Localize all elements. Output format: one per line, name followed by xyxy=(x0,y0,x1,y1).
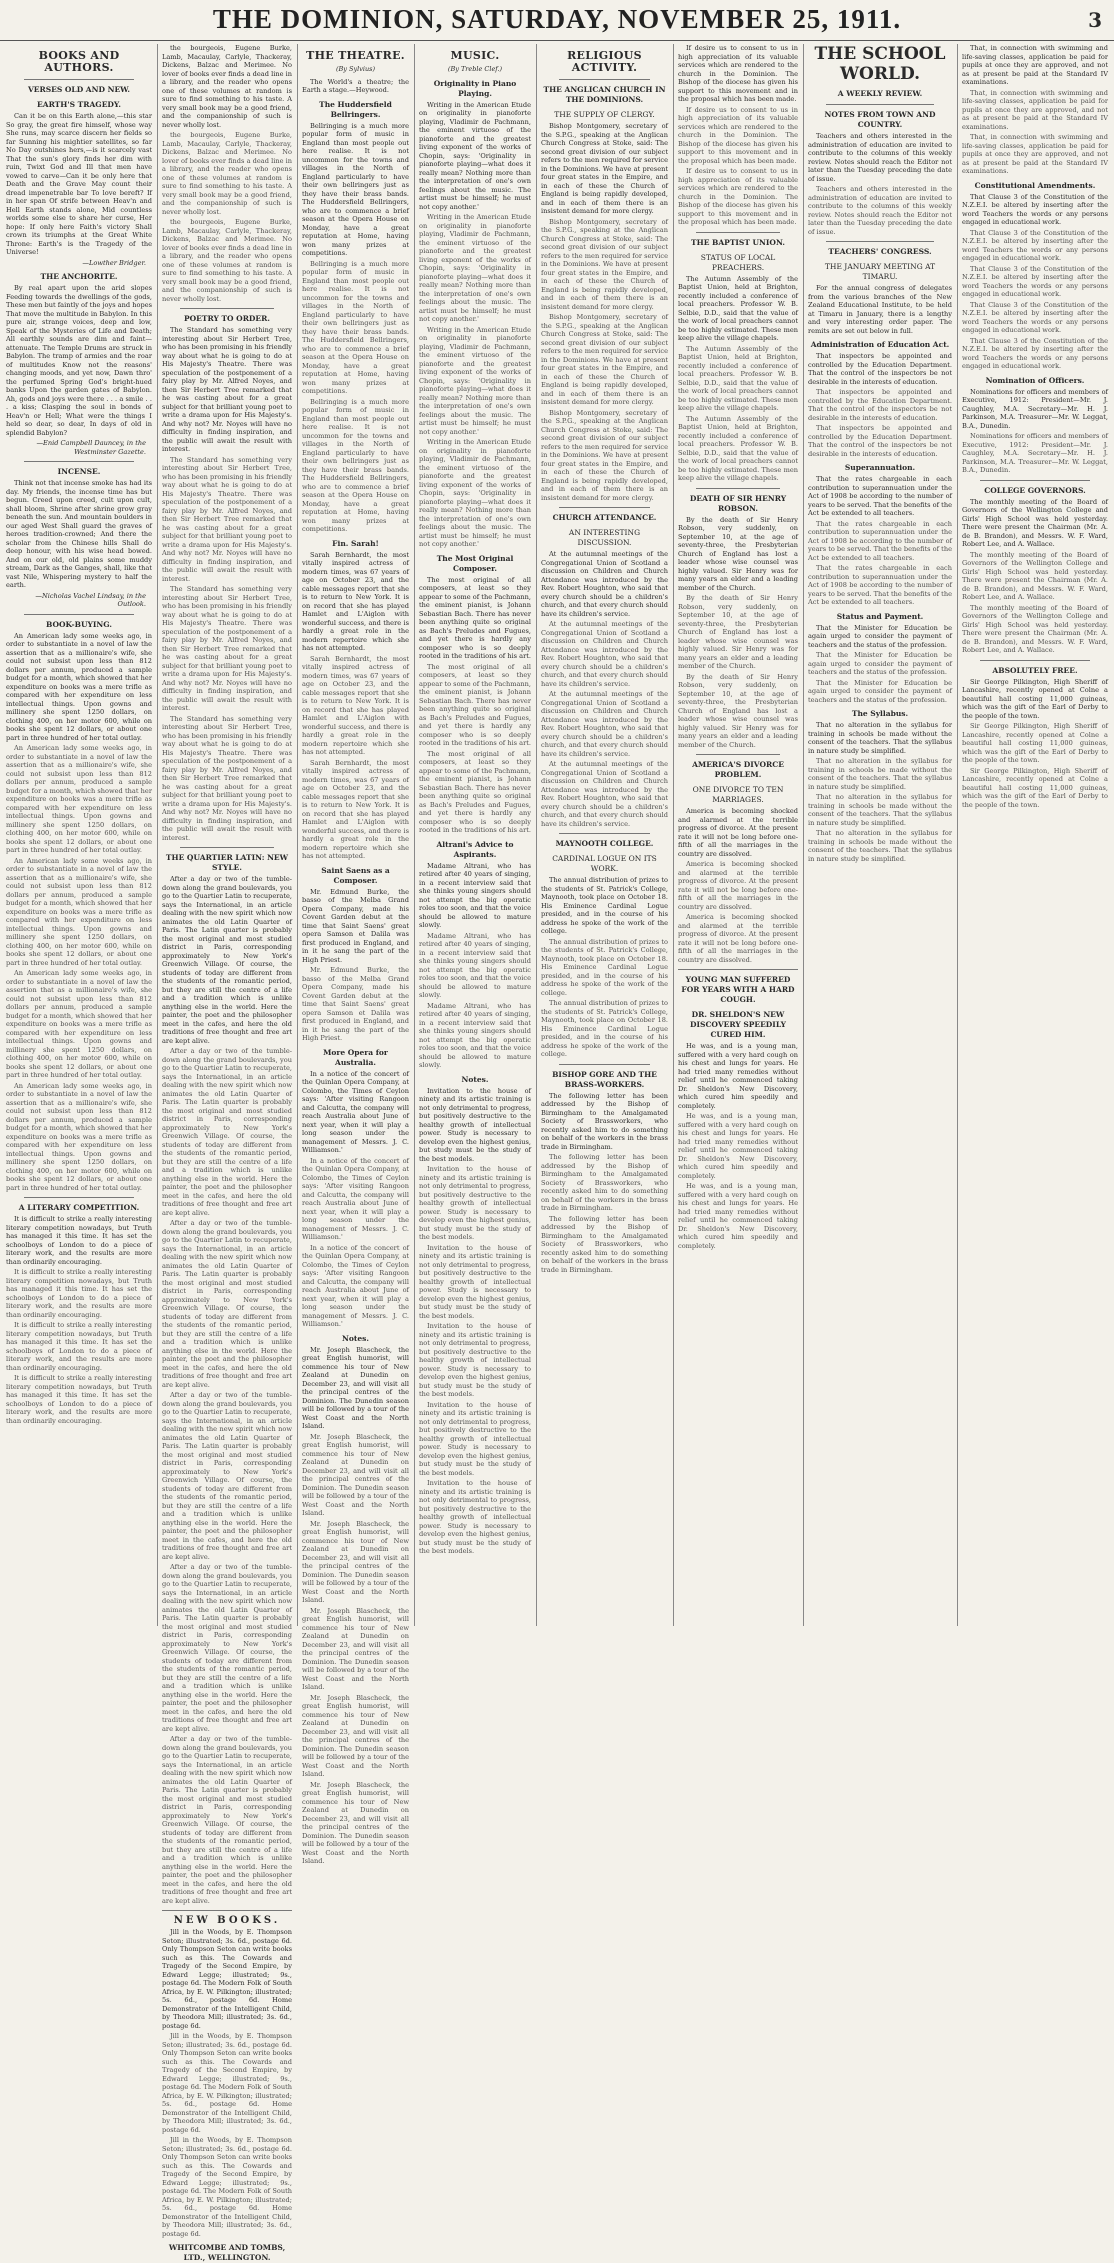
article-text: That Clause 3 of the Constitution of the N.Z.E.I. be altered by inserting after the word Teachers the words or any persons engaged in educational work. xyxy=(962,192,1108,226)
article-text: Bellringing is a much more popular form of music in England than most people out here realise. It is not uncommon for the towns and villages in the North of England particularly to have their own bellringers just as they have their brass bands. The Huddersfield Bellringers, who are to commence a brief season at the Opera House on Monday, have a great reputation at Home, having won many prizes at competitions. xyxy=(302,259,409,395)
subsection-title: Status and Payment. xyxy=(836,611,924,621)
article-text: The annual distribution of prizes to the students of St. Patrick's College, Maynooth, took place on October 18. His Eminence Cardinal Logue presided, and in the course of his address he spoke of the work of the college. xyxy=(541,937,668,997)
article-text: Bishop Montgomery, secretary of the S.P.G., speaking at the Anglican Church Congress at Stoke, said: The second great division of our subject refers to the men required for service in the Dominions. We have at present four great states in the Empire, and in each of these the Church of England is being rapidly developed, and in each of them there is an insistent demand for more clergy. xyxy=(541,313,668,406)
section-title: BOOKS AND AUTHORS. xyxy=(38,49,120,74)
article-text: After a day or two of the tumble-down along the grand boulevards, you go to the Quartier Latin to recuperate, says the International, in an article dealing with the new spirit which now animates the old Latin Quarter of Paris. The Latin quarter is probably the most original and most studied district in Paris, corresponding approximately to New York's Greenwich Village. Of course, the students of today are different from the students of the romantic period, but they are still the centre of a life and a tradition which is unlike anything else in the world. Here the painter, the poet and the philosopher meet in the cafes, and here the old traditions of free thought and free art are kept alive. xyxy=(162,1563,292,1733)
poem-author: —Lowther Bridger. xyxy=(82,258,146,267)
article-text: In a notice of the concert of the Quinlan Opera Company, at Colombo, the Times of Ceylon says: 'After visiting Rangoon and Calcutta, the company will reach Australia about June of next year, when it will play a long season under the management of Messrs. J. C. Williamson.' xyxy=(302,1243,409,1328)
subsection-title: Altrani's Advice to Aspirants. xyxy=(436,839,514,859)
article-text: By the death of Sir Henry Robson, very suddenly, on September 10, at the age of seventy-three, the Presbyterian Church of England has lost a leader whose wise counsel was highly valued. Sir Henry was for many years an elder and a leading member of the Church. xyxy=(678,672,798,749)
byline: (By Treble Clef.) xyxy=(447,65,503,73)
newspaper-title: THE DOMINION, SATURDAY, NOVEMBER 25, 1911. xyxy=(212,4,902,34)
subsection-title: The Syllabus. xyxy=(851,709,909,718)
column-rule xyxy=(297,44,298,1626)
article-text: In a notice of the concert of the Quinlan Opera Company, at Colombo, the Times of Ceylon says: 'After visiting Rangoon and Calcutta, the company will reach Australia about June of next year, when it will play a long season under the management of Messrs. J. C. Williamson.' xyxy=(302,1156,409,1241)
subsection-title: Saint Saens as a Composer. xyxy=(321,865,390,885)
article-text: After a day or two of the tumble-down along the grand boulevards, you go to the Quartier Latin to recuperate, says the International, in an article dealing with the new spirit which now animates the old Latin Quarter of Paris. The Latin quarter is probably the most original and most studied district in Paris, corresponding approximately to New York's Greenwich Village. Of course, the students of today are different from the students of the romantic period, but they are still the centre of a life and a tradition which is unlike anything else in the world. Here the painter, the poet and the philosopher meet in the cafes, and here the old traditions of free thought and free art are kept alive. xyxy=(162,1219,292,1389)
section-title: MUSIC. xyxy=(450,49,500,62)
article-text: Invitation to the house of ninety and its artistic training is not only detrimental to progress, but positively destructive to the healthy growth of intellectual power. Study is necessary to develop even the highest genius, but study must be the study of the best models. xyxy=(419,1086,531,1163)
article-text: The Standard has something very interesting about Sir Herbert Tree, who has been promising in his friendly way about what he is going to do at His Majesty's Theatre. There was speculation of the postponement of a fairy play by Mr. Alfred Noyes, and then Sir Herbert Tree remarked that he was casting about for a great subject for that brilliant young poet to write a drama upon for His Majesty's. And why not? Mr. Noyes will have no difficulty in finding inspiration, and the public will await the result with interest. xyxy=(162,455,292,583)
advert-title: YOUNG MAN SUFFERED FOR YEARS WITH A HARD COUGH. xyxy=(681,975,795,1004)
subsection-title: MAYNOOTH COLLEGE. xyxy=(555,839,654,848)
advert-text: He was, and is a young man, suffered with a very hard cough on his chest and lungs for years. He had tried many remedies without relief until he commenced taking Dr. Sheldon's New Discovery, which cured him speedily and completely. xyxy=(678,1042,798,1110)
article-text: For the annual congress of delegates from the various branches of the New Zealand Educational Institute, to be held at Timaru in January, there is a lengthy and very interesting order paper. The remits are set out below in full. xyxy=(808,284,952,335)
article-text: At the autumnal meetings of the Congregational Union of Scotland a discussion on Children and Church Attendance was introduced by the Rev. Robert Houghton, who said that every church should be a children's church, and that every church should have its children's service. xyxy=(541,620,668,688)
subsection-subtitle: CARDINAL LOGUE ON ITS WORK. xyxy=(552,854,657,873)
article-text: The most original of all composers, at least so they appear to some of the Pachmann, the eminent pianist, is Johann Sebastian Bach. There has never been anything quite so original as Bach's Preludes and Fugues, and yet there is hardly any composer who is so deeply rooted in the traditions of his art. xyxy=(419,575,531,660)
article-text: America is becoming shocked and alarmed at the terrible progress of divorce. At the present rate it will not be long before one-fifth of all the marriages in the country are dissolved. xyxy=(678,860,798,911)
article-text: It is difficult to strike a really interesting literary competition nowadays, but Truth has managed it this time. It has set the schoolboys of London to do a piece of literary work, and the results are more than ordinarily encouraging. xyxy=(6,1321,152,1372)
subsection-title: BISHOP GORE AND THE BRASS-WORKERS. xyxy=(552,1069,657,1089)
column-rule xyxy=(536,44,537,1626)
article-text: An American lady some weeks ago, in order to substantiate in a novel of law the assertion that as a millionaire's wife, she could not subsist upon less than 812 dollars per annum, produced a sample budget for a month, which showed that her expenditure on books was a mere trifle as compared with her expenditure on less intellectual things. Upon gowns and millinery she spent 1250 dollars, on clothing 400, on her motor 600, while on books she spent 12 dollars, or about one part in three hundred of her total outlay. xyxy=(6,631,152,742)
subsection-title: Administration of Education Act. xyxy=(810,340,950,349)
subsection-title: AMERICA'S DIVORCE PROBLEM. xyxy=(692,760,784,779)
subsection-title: Constitutional Amendments. xyxy=(974,180,1096,190)
article-text: The monthly meeting of the Board of Governors of the Wellington College and Girls' High School was held yesterday. There were present the Chairman (Mr. A. de B. Brandon), and Messrs. W. F. Ward, Robert Lee, and A. Wallace. xyxy=(962,603,1108,654)
poem-author: —Nicholas Vachel Lindsay, in the Outlook. xyxy=(35,591,146,608)
advert-text: Jill in the Woods, by E. Thompson Seton; illustrated; 3s. 6d., postage 6d. Only Thompson Seton can write books such as this. The Cowards and Tragedy of the Second Empire, by Edward Legge; illustrated; 9s., postage 6d. The Modern Folk of South Africa, by E. W. Pilkington; illustrated; 5s. 6d., postage 6d. Home Demonstrator of the Intelligent Child, by Theodora Mill; illustrated; 3s. 6d., postage 6d. xyxy=(162,2032,292,2134)
article-text: Teachers and others interested in the administration of education are invited to contribute to the columns of this weekly review. Notes should reach the Editor not later than the Tuesday preceding the date of issue. xyxy=(808,185,952,236)
subsection-subtitle: ONE DIVORCE TO TEN MARRIAGES. xyxy=(692,785,784,804)
article-text: Bishop Montgomery, secretary of the S.P.G., speaking at the Anglican Church Congress at Stoke, said: The second great division of our subject refers to the men required for service in the Dominions. We have at present four great states in the Empire, and in each of these the Church of England is being rapidly developed, and in each of them there is an insistent demand for more clergy. xyxy=(541,122,668,215)
article-text: At the autumnal meetings of the Congregational Union of Scotland a discussion on Children and Church Attendance was introduced by the Rev. Robert Houghton, who said that every church should be a children's church, and that every church should have its children's service. xyxy=(541,760,668,828)
article-text: The Autumn Assembly of the Baptist Union, held at Brighton, recently included a conference of local preachers. Professor W. B. Selbie, D.D., said that the value of the work of local preachers cannot be too highly estimated. These men keep alive the village chapels. xyxy=(678,414,798,482)
masthead xyxy=(0,0,1114,41)
article-text: Nominations for officers and members of Executive, 1912: President—Mr. J. Caughley, M.A. Secretary—Mr. H. J. Parkinson, M.A. Treasurer—Mr. W. Leggat, B.A., Dunedin. xyxy=(962,387,1108,430)
column-religious-continued xyxy=(678,44,798,1626)
article-text: That no alteration in the syllabus for training in schools be made without the consent of the teachers. That the syllabus in nature study be simplified. xyxy=(808,757,952,791)
article-text: Sarah Bernhardt, the most vitally inspired actress of modern times, was 67 years of age on October 23, and the cable messages report that she is to return to New York. It is on record that she has played Hamlet and L'Aiglon with wonderful success, and there is hardly a great role in the modern repertoire which she has not attempted. xyxy=(302,654,409,756)
article-text: Mr. Joseph Blascheck, the great English humorist, will commence his tour of New Zealand at Dunedin on December 23, and will visit all the principal centres of the Dominion. The Dunedin season will be followed by a tour of the West Coast and the North Island. xyxy=(302,1345,409,1430)
column-school-continued xyxy=(962,44,1108,1626)
article-text: After a day or two of the tumble-down along the grand boulevards, you go to the Quartier Latin to recuperate, says the International, in an article dealing with the new spirit which now animates the old Latin Quarter of Paris. The Latin quarter is probably the most original and most studied district in Paris, corresponding approximately to New York's Greenwich Village. Of course, the students of today are different from the students of the romantic period, but they are still the centre of a life and a tradition which is unlike anything else in the world. Here the painter, the poet and the philosopher meet in the cafes, and here the old traditions of free thought and free art are kept alive. xyxy=(162,1047,292,1217)
subsection-title: A LITERARY COMPETITION. xyxy=(18,1203,140,1212)
article-text: The Standard has something very interesting about Sir Herbert Tree, who has been promising in his friendly way about what he is going to do at His Majesty's Theatre. There was speculation of the postponement of a fairy play by Mr. Alfred Noyes, and then Sir Herbert Tree remarked that he was casting about for a great subject for that brilliant young poet to write a drama upon for His Majesty's. And why not? Mr. Noyes will have no difficulty in finding inspiration, and the public will await the result with interest. xyxy=(162,585,292,712)
column-religious xyxy=(541,44,668,1626)
article-text: Bishop Montgomery, secretary of the S.P.G., speaking at the Anglican Church Congress at Stoke, said: The second great division of our subject refers to the men required for service in the Dominions. We have at present four great states in the Empire, and in each of these the Church of England is being rapidly developed, and in each of them there is an insistent demand for more clergy. xyxy=(541,408,668,502)
article-text: Bellringing is a much more popular form of music in England than most people out here realise. It is not uncommon for the towns and villages in the North of England particularly to have their own bellringers just as they have their brass bands. The Huddersfield Bellringers, who are to commence a brief season at the Opera House on Monday, have a great reputation at Home, having won many prizes at competitions. xyxy=(302,397,409,533)
subsection-title: CHURCH ATTENDANCE. xyxy=(552,513,657,522)
subsection-subtitle: STATUS OF LOCAL PREACHERS. xyxy=(700,252,776,272)
article-text: Sir George Pilkington, High Sheriff of Lancashire, recently opened at Colne a beautiful hall costing 11,000 guineas, which was the gift of the Earl of Derby to the people of the town. xyxy=(962,677,1108,720)
column-rule xyxy=(414,44,415,1626)
article-text: At the autumnal meetings of the Congregational Union of Scotland a discussion on Children and Church Attendance was introduced by the Rev. Robert Houghton, who said that every church should be a children's church, and that every church should have its children's service. xyxy=(541,690,668,758)
article-text: It is difficult to strike a really interesting literary competition nowadays, but Truth has managed it this time. It has set the schoolboys of London to do a piece of literary work, and the results are more than ordinarily encouraging. xyxy=(6,1374,152,1425)
column-school-world xyxy=(808,44,952,1626)
article-text: Invitation to the house of ninety and its artistic training is not only detrimental to progress, but positively destructive to the healthy growth of intellectual power. Study is necessary to develop even the highest genius, but study must be the study of the best models. xyxy=(419,1400,531,1477)
article-text: Bellringing is a much more popular form of music in England than most people out here realise. It is not uncommon for the towns and villages in the North of England particularly to have their own bellringers just as they have their brass bands. The Huddersfield Bellringers, who are to commence a brief season at the Opera House on Monday, have a great reputation at Home, having won many prizes at competitions. xyxy=(302,121,409,257)
column-books-continued xyxy=(162,44,292,2262)
article-text: It is difficult to strike a really interesting literary competition nowadays, but Truth has managed it this time. It has set the schoolboys of London to do a piece of literary work, and the results are more than ordinarily encouraging. xyxy=(6,1215,152,1266)
subsection-subtitle: AN INTERESTING DISCUSSION. xyxy=(568,528,641,547)
article-text: That, in connection with swimming and life-saving classes, application be paid for pupils at once they are approved, and not as at present be paid at the Standard IV examinations. xyxy=(962,133,1108,175)
column-theatre xyxy=(302,44,409,1865)
article-text: After a day or two of the tumble-down along the grand boulevards, you go to the Quartier Latin to recuperate, says the International, in an article dealing with the new spirit which now animates the old Latin Quarter of Paris. The Latin quarter is probably the most original and most studied district in Paris, corresponding approximately to New York's Greenwich Village. Of course, the students of today are different from the students of the romantic period, but they are still the centre of a life and a tradition which is unlike anything else in the world. Here the painter, the poet and the philosopher meet in the cafes, and here the old traditions of free thought and free art are kept alive. xyxy=(162,1735,292,1905)
column-rule xyxy=(673,44,674,1626)
poem-title: EARTH'S TRAGEDY. xyxy=(37,100,121,109)
article-text: That Clause 3 of the Constitution of the N.Z.E.I. be altered by inserting after the word Teachers the words or any persons engaged in educational work. xyxy=(962,300,1108,334)
article-text: If desire us to consent to us in high appreciation of its valuable services which are rendered to the church in the Dominion. The Bishop of the diocese has given his support to this movement and in the proposal which has been made. xyxy=(678,167,798,226)
article-text: That no alteration in the syllabus for training in schools be made without the consent of the teachers. That the syllabus in nature study be simplified. xyxy=(808,793,952,827)
article-text: Sir George Pilkington, High Sheriff of Lancashire, recently opened at Colne a beautiful hall costing 11,000 guineas, which was the gift of the Earl of Derby to the people of the town. xyxy=(962,766,1108,809)
subsection-subtitle: THE SUPPLY OF CLERGY. xyxy=(554,110,655,119)
article-text: By the death of Sir Henry Robson, very suddenly, on September 10, at the age of seventy-three, the Presbyterian Church of England has lost a leader whose wise counsel was highly valued. Sir Henry was for many years an elder and a leading member of the Church. xyxy=(678,515,798,592)
subsection-title: THE BAPTIST UNION. xyxy=(691,237,785,247)
article-text: The Standard has something very interesting about Sir Herbert Tree, who has been promising in his friendly way about what he is going to do at His Majesty's Theatre. There was speculation of the postponement of a fairy play by Mr. Alfred Noyes, and then Sir Herbert Tree remarked that he was casting about for a great subject for that brilliant young poet to write a drama upon for His Majesty's. And why not? Mr. Noyes will have no difficulty in finding inspiration, and the public will await the result with interest. xyxy=(162,326,292,453)
article-text: The Standard has something very interesting about Sir Herbert Tree, who has been promising in his friendly way about what he is going to do at His Majesty's Theatre. There was speculation of the postponement of a fairy play by Mr. Alfred Noyes, and then Sir Herbert Tree remarked that he was casting about for a great subject for that brilliant young poet to write a drama upon for His Majesty's. And why not? Mr. Noyes will have no difficulty in finding inspiration, and the public will await the result with interest. xyxy=(162,714,292,842)
article-text: Mr. Joseph Blascheck, the great English humorist, will commence his tour of New Zealand at Dunedin on December 23, and will visit all the principal centres of the Dominion. The Dunedin season will be followed by a tour of the West Coast and the North Island. xyxy=(302,1606,409,1691)
article-text: The Autumn Assembly of the Baptist Union, held at Brighton, recently included a conference of local preachers. Professor W. B. Selbie, D.D., said that the value of the work of local preachers cannot be too highly estimated. These men keep alive the village chapels. xyxy=(678,344,798,412)
subsection-title: COLLEGE GOVERNORS. xyxy=(984,485,1086,495)
subsection-title: THE QUARTIER LATIN: NEW STYLE. xyxy=(165,853,289,872)
article-text: That the Minister for Education be again urged to consider the payment of teachers and the status of the profession. xyxy=(808,651,952,676)
column-rule xyxy=(803,44,804,1626)
section-title: RELIGIOUS ACTIVITY. xyxy=(567,49,642,74)
article-text: At the autumnal meetings of the Congregational Union of Scotland a discussion on Children and Church Attendance was introduced by the Rev. Robert Houghton, who said that every church should be a children's church, and that every church should have its children's service. xyxy=(541,550,668,618)
article-text: Sarah Bernhardt, the most vitally inspired actress of modern times, was 67 years of age on October 23, and the cable messages report that she is to return to New York. It is on record that she has played Hamlet and L'Aiglon with wonderful success, and there is hardly a great role in the modern repertoire which she has not attempted. xyxy=(302,758,409,860)
article-text: That inspectors be appointed and controlled by the Education Department. That the control of the inspectors be not desirable in the interests of education. xyxy=(808,424,952,458)
article-text: Mr. Joseph Blascheck, the great English humorist, will commence his tour of New Zealand at Dunedin on December 23, and will visit all the principal centres of the Dominion. The Dunedin season will be followed by a tour of the West Coast and the North Island. xyxy=(302,1780,409,1865)
article-text: the bourgeois, Eugene Burke, Lamb, Macaulay, Carlyle, Thackeray, Dickens, Balzac and Merimee. No lover of books ever finds a dead line in a library, and the reader who opens one of these volumes at random is sure to find something to his taste. A very small book may be a good friend, and the companionship of such is never wholly lost. xyxy=(162,131,292,216)
article-text: Writing in the American Etude on originality in pianoforte playing, Vladimir de Pachmann, the eminent virtuoso of the pianoforte and the greatest living exponent of the works of Chopin, says: 'Originality in pianoforte playing—what does it really mean? Nothing more than the interpretation of one's own feelings about the music. The artist must be himself; he must not copy another.' xyxy=(419,438,531,548)
article-text: Teachers and others interested in the administration of education are invited to contribute to the columns of this weekly review. Notes should reach the Editor not later than the Tuesday preceding the date of issue. xyxy=(808,132,952,183)
subsection-title: POETRY TO ORDER. xyxy=(184,314,270,323)
article-text: America is becoming shocked and alarmed at the terrible progress of divorce. At the present rate it will not be long before one-fifth of all the marriages in the country are dissolved. xyxy=(678,807,798,858)
article-text: Writing in the American Etude on originality in pianoforte playing, Vladimir de Pachmann, the eminent virtuoso of the pianoforte and the greatest living exponent of the works of Chopin, says: 'Originality in pianoforte playing—what does it really mean? Nothing more than the interpretation of one's own feelings about the music. The artist must be himself; he must not copy another.' xyxy=(419,100,531,211)
subsection-title: Nomination of Officers. xyxy=(985,375,1085,385)
article-text: The annual distribution of prizes to the students of St. Patrick's College, Maynooth, took place on October 18. His Eminence Cardinal Logue presided, and in the course of his address he spoke of the work of the college. xyxy=(541,876,668,935)
article-text: Invitation to the house of ninety and its artistic training is not only detrimental to progress, but positively destructive to the healthy growth of intellectual power. Study is necessary to develop even the highest genius, but study must be the study of the best models. xyxy=(419,1322,531,1398)
advert-title: NEW BOOKS. xyxy=(173,1915,281,1926)
article-text: Invitation to the house of ninety and its artistic training is not only detrimental to progress, but positively destructive to the healthy growth of intellectual power. Study is necessary to develop even the highest genius, but study must be the study of the best models. xyxy=(419,1165,531,1241)
subsection-title: BOOK-BUYING. xyxy=(46,619,112,629)
page-number: 3 xyxy=(1088,8,1102,32)
article-text: By the death of Sir Henry Robson, very suddenly, on September 10, at the age of seventy-three, the Presbyterian Church of England has lost a leader whose wise counsel was highly valued. Sir Henry was for many years an elder and a leading member of the Church. xyxy=(678,594,798,670)
subsection-title: Originality in Piano Playing. xyxy=(433,78,517,98)
advert-subtitle: DR. SHELDON'S NEW DISCOVERY SPEEDILY CURED HIM. xyxy=(690,1010,786,1039)
advert-text: Jill in the Woods, by E. Thompson Seton; illustrated; 3s. 6d., postage 6d. Only Thompson Seton can write books such as this. The Cowards and Tragedy of the Second Empire, by Edward Legge; illustrated; 9s., postage 6d. The Modern Folk of South Africa, by E. W. Pilkington; illustrated; 5s. 6d., postage 6d. Home Demonstrator of the Intelligent Child, by Theodora Mill; illustrated; 3s. 6d., postage 6d. xyxy=(162,1928,292,2030)
subsection-title: ABSOLUTELY FREE. xyxy=(992,665,1078,675)
subsection-title: TEACHERS' CONGRESS. xyxy=(828,247,932,256)
article-text: If desire us to consent to us in high appreciation of its valuable services which are rendered to the church in the Dominion. The Bishop of the diocese has given his support to this movement and in the proposal which has been made. xyxy=(678,105,798,165)
article-text: Madame Altrani, who has retired after 40 years of singing, in a recent interview said that she thinks young singers should not attempt the big operatic roles too soon, and that the voice should be allowed to mature slowly. xyxy=(419,861,531,929)
section-title: THE THEATRE. xyxy=(306,49,405,62)
article-text: That the rates chargeable in each contribution to superannuation under the Act of 1908 be according to the number of years to be served. That the benefits of the Act be extended to all teachers. xyxy=(808,519,952,562)
subsection-title: Notes. xyxy=(342,1333,369,1343)
article-text: That the Minister for Education be again urged to consider the payment of teachers and the status of the profession. xyxy=(808,678,952,704)
subsection-title: DEATH OF SIR HENRY ROBSON. xyxy=(689,493,787,513)
article-text: The following letter has been addressed by the Bishop of Birmingham to the Amalgamated Society of Brassworkers, who recently asked him to do something on behalf of the workers in the brass trade in Birmingham. xyxy=(541,1091,668,1151)
column-music xyxy=(419,44,531,1626)
poem-text: Can it be on this Earth alone,—this star So gray, the great fire himself, whose way She runs, may scarce discern her fields so far Sunning his mightier satellites, so far No Day outshines hers,—is it scarcely vast That the sun's glory finds her dim with ruin, Twixt God and Ill that men have vowed to carve—Can it be only here that Death and the Grave May count their dread impenetrable bar To love bereft? If in her span Of strife between Heav'n and Hell Earth stands alone, Mid countless worlds some else to share her curse, Her hope: If only here Faith's victory Shall crown its triumphs at the Great White Throne: Earth's is the Tragedy of the Universe! xyxy=(6,112,152,256)
article-text: Writing in the American Etude on originality in pianoforte playing, Vladimir de Pachmann, the eminent virtuoso of the pianoforte and the greatest living exponent of the works of Chopin, says: 'Originality in pianoforte playing—what does it really mean? Nothing more than the interpretation of one's own feelings about the music. The artist must be himself; he must not copy another.' xyxy=(419,213,531,323)
subsection-title: Fin. Sarah! xyxy=(332,538,379,548)
article-text: That Clause 3 of the Constitution of the N.Z.E.I. be altered by inserting after the word Teachers the words or any persons engaged in educational work. xyxy=(962,336,1108,370)
subsection-title: The Huddersfield Bellringers. xyxy=(319,99,392,119)
article-text: The most original of all composers, at least so they appear to some of the Pachmann, the eminent pianist, is Johann Sebastian Bach. There has never been anything quite so original as Bach's Preludes and Fugues, and yet there is hardly any composer who is so deeply rooted in the traditions of his art. xyxy=(419,662,531,747)
article-text: Mr. Joseph Blascheck, the great English humorist, will commence his tour of New Zealand at Dunedin on December 23, and will visit all the principal centres of the Dominion. The Dunedin season will be followed by a tour of the West Coast and the North Island. xyxy=(302,1693,409,1778)
article-text: Nominations for officers and members of Executive, 1912: President—Mr. J. Caughley, M.A. Secretary—Mr. H. J. Parkinson, M.A. Treasurer—Mr. W. Leggat, B.A., Dunedin. xyxy=(962,432,1108,474)
article-text: That Clause 3 of the Constitution of the N.Z.E.I. be altered by inserting after the word Teachers the words or any persons engaged in educational work. xyxy=(962,264,1108,298)
section-title: THE SCHOOL WORLD. xyxy=(814,44,946,84)
article-text: Writing in the American Etude on originality in pianoforte playing, Vladimir de Pachmann, the eminent virtuoso of the pianoforte and the greatest living exponent of the works of Chopin, says: 'Originality in pianoforte playing—what does it really mean? Nothing more than the interpretation of one's own feelings about the music. The artist must be himself; he must not copy another.' xyxy=(419,325,531,436)
article-text: That, in connection with swimming and life-saving classes, application be paid for pupils at once they are approved, and not as at present be paid at the Standard IV examinations. xyxy=(962,88,1108,131)
article-text: The Autumn Assembly of the Baptist Union, held at Brighton, recently included a conference of local preachers. Professor W. B. Selbie, D.D., said that the value of the work of local preachers cannot be too highly estimated. These men keep alive the village chapels. xyxy=(678,274,798,342)
article-text: In a notice of the concert of the Quinlan Opera Company, at Colombo, the Times of Ceylon says: 'After visiting Rangoon and Calcutta, the company will reach Australia about June of next year, when it will play a long season under the management of Messrs. J. C. Williamson.' xyxy=(302,1069,409,1154)
article-text: the bourgeois, Eugene Burke, Lamb, Macaulay, Carlyle, Thackeray, Dickens, Balzac and Merimee. No lover of books ever finds a dead line in a library, and the reader who opens one of these volumes at random is sure to find something to his taste. A very small book may be a good friend, and the companionship of such is never wholly lost. xyxy=(162,218,292,303)
publisher-name: WHITCOMBE AND TOMBS, LTD., WELLINGTON. xyxy=(168,2243,286,2262)
article-text: That no alteration in the syllabus for training in schools be made without the consent of the teachers. That the syllabus in nature study be simplified. xyxy=(808,721,952,755)
article-text: America is becoming shocked and alarmed at the terrible progress of divorce. At the present rate it will not be long before one-fifth of all the marriages in the country are dissolved. xyxy=(678,913,798,964)
article-text: That inspectors be appointed and controlled by the Education Department. That the control of the inspectors be not desirable in the interests of education. xyxy=(808,352,952,386)
article-text: The monthly meeting of the Board of Governors of the Wellington College and Girls' High School was held yesterday. There were present the Chairman (Mr. A. de B. Brandon), and Messrs. W. F. Ward, Robert Lee, and A. Wallace. xyxy=(962,497,1108,548)
poem-text: Think not that incense smoke has had its day. My friends, the incense time has but begun. Creed upon creed, cult upon cult, shall bloom, Shrine after shrine grow gray beneath the sun. And mountain boulders in our aged West Shall guard the graves of heroes tradition-crowned; And there the scholar from the Chinese hills Shall do deep honour, with his wise head bowed. And on our old, old plains some muddy stream, Dark as the Ganges, shall, like that vast Nile, Whispering mystery to half the earth. xyxy=(6,479,152,589)
article-text: Mr. Joseph Blascheck, the great English humorist, will commence his tour of New Zealand at Dunedin on December 23, and will visit all the principal centres of the Dominion. The Dunedin season will be followed by a tour of the West Coast and the North Island. xyxy=(302,1519,409,1604)
advert-text: He was, and is a young man, suffered with a very hard cough on his chest and lungs for years. He had tried many remedies without relief until he commenced taking Dr. Sheldon's New Discovery, which cured him speedily and completely. xyxy=(678,1182,798,1250)
article-text: Mr. Edmund Burke, the basso of the Melba Grand Opera Company, made his Covent Garden debut at the time that Saint Saens' great opera Samson et Dalila was first produced in England, and in it he sang the part of the High Priest. xyxy=(302,966,409,1042)
article-text: That, in connection with swimming and life-saving classes, application be paid for pupils at once they are approved, and not as at present be paid at the Standard IV examinations. xyxy=(962,44,1108,86)
poem-title: INCENSE. xyxy=(57,467,101,476)
article-text: The annual distribution of prizes to the students of St. Patrick's College, Maynooth, took place on October 18. His Eminence Cardinal Logue presided, and in the course of his address he spoke of the work of the college. xyxy=(541,999,668,1058)
subsection-title: More Opera for Australia. xyxy=(323,1047,388,1067)
subsection-title: The Most Original Composer. xyxy=(436,553,514,573)
article-text: Sir George Pilkington, High Sheriff of Lancashire, recently opened at Colne a beautiful hall costing 11,000 guineas, which was the gift of the Earl of Derby to the people of the town. xyxy=(962,722,1108,764)
article-text: An American lady some weeks ago, in order to substantiate in a novel of law the assertion that as a millionaire's wife, she could not subsist upon less than 812 dollars per annum, produced a sample budget for a month, which showed that her expenditure on books was a mere trifle as compared with her expenditure on less intellectual things. Upon gowns and millinery she spent 1250 dollars, on clothing 400, on her motor 600, while on books she spent 12 dollars, or about one part in three hundred of her total outlay. xyxy=(6,856,152,967)
article-text: the bourgeois, Eugene Burke, Lamb, Macaulay, Carlyle, Thackeray, Dickens, Balzac and Merimee. No lover of books ever finds a dead line in a library, and the reader who opens one of these volumes at random is sure to find something to his taste. A very small book may be a good friend, and the companionship of such is never wholly lost. xyxy=(162,44,292,129)
article-text: After a day or two of the tumble-down along the grand boulevards, you go to the Quartier Latin to recuperate, says the International, in an article dealing with the new spirit which now animates the old Latin Quarter of Paris. The Latin quarter is probably the most original and most studied district in Paris, corresponding approximately to New York's Greenwich Village. Of course, the students of today are different from the students of the romantic period, but they are still the centre of a life and a tradition which is unlike anything else in the world. Here the painter, the poet and the philosopher meet in the cafes, and here the old traditions of free thought and free art are kept alive. xyxy=(162,1391,292,1561)
poem-title: THE ANCHORITE. xyxy=(40,272,118,281)
article-text: Madame Altrani, who has retired after 40 years of singing, in a recent interview said that she thinks young singers should not attempt the big operatic roles too soon, and that the voice should be allowed to mature slowly. xyxy=(419,931,531,999)
column-rule xyxy=(157,44,158,1626)
article-text: If desire us to consent to us in high appreciation of its valuable services which are rendered to the church in the Dominion. The Bishop of the diocese has given his support to this movement and in the proposal which has been made. xyxy=(678,44,798,103)
article-text: Invitation to the house of ninety and its artistic training is not only detrimental to progress, but positively destructive to the healthy growth of intellectual power. Study is necessary to develop even the highest genius, but study must be the study of the best models. xyxy=(419,1479,531,1555)
subsection-title: VERSES OLD AND NEW. xyxy=(27,85,131,94)
article-text: That Clause 3 of the Constitution of the N.Z.E.I. be altered by inserting after the word Teachers the words or any persons engaged in educational work. xyxy=(962,228,1108,262)
subsection-title: THE ANGLICAN CHURCH IN THE DOMINIONS. xyxy=(543,85,666,104)
advert-text: He was, and is a young man, suffered with a very hard cough on his chest and lungs for years. He had tried many remedies without relief until he commenced taking Dr. Sheldon's New Discovery, which cured him speedily and completely. xyxy=(678,1112,798,1180)
poem-author: —Enid Campbell Dauncey, in the Westminster Gazette. xyxy=(36,439,146,456)
advert-text: Jill in the Woods, by E. Thompson Seton; illustrated; 3s. 6d., postage 6d. Only Thompson Seton can write books such as this. The Cowards and Tragedy of the Second Empire, by Edward Legge; illustrated; 9s., postage 6d. The Modern Folk of South Africa, by E. W. Pilkington; illustrated; 5s. 6d., postage 6d. Home Demonstrator of the Intelligent Child, by Theodora Mill; illustrated; 3s. 6d., postage 6d. xyxy=(162,2136,292,2238)
article-text: An American lady some weeks ago, in order to substantiate in a novel of law the assertion that as a millionaire's wife, she could not subsist upon less than 812 dollars per annum, produced a sample budget for a month, which showed that her expenditure on books was a mere trifle as compared with her expenditure on less intellectual things. Upon gowns and millinery she spent 1250 dollars, on clothing 400, on her motor 600, while on books she spent 12 dollars, or about one part in three hundred of her total outlay. xyxy=(6,969,152,1079)
article-text: The following letter has been addressed by the Bishop of Birmingham to the Amalgamated Society of Brassworkers, who recently asked him to do something on behalf of the workers in the brass trade in Birmingham. xyxy=(541,1214,668,1274)
article-text: Sarah Bernhardt, the most vitally inspired actress of modern times, was 67 years of age on October 23, and the cable messages report that she is to return to New York. It is on record that she has played Hamlet and L'Aiglon with wonderful success, and there is hardly a great role in the modern repertoire which she has not attempted. xyxy=(302,550,409,652)
article-text: After a day or two of the tumble-down along the grand boulevards, you go to the Quartier Latin to recuperate, says the International, in an article dealing with the new spirit which now animates the old Latin Quarter of Paris. The Latin quarter is probably the most original and most studied district in Paris, corresponding approximately to New York's Greenwich Village. Of course, the students of today are different from the students of the romantic period, but they are still the centre of a life and a tradition which is unlike anything else in the world. Here the painter, the poet and the philosopher meet in the cafes, and here the old traditions of free thought and free art are kept alive. xyxy=(162,875,292,1045)
column-rule xyxy=(957,44,958,1626)
byline: (By Sylvius) xyxy=(335,65,376,73)
subsection-title: Superannuation. xyxy=(844,463,916,472)
subsection-title: Notes. xyxy=(461,1074,489,1084)
article-text: That the rates chargeable in each contribution to superannuation under the Act of 1908 be according to the number of years to be served. That the benefits of the Act be extended to all teachers. xyxy=(808,564,952,606)
article-text: Madame Altrani, who has retired after 40 years of singing, in a recent interview said that she thinks young singers should not attempt the big operatic roles too soon, and that the voice should be allowed to mature slowly. xyxy=(419,1001,531,1069)
column-books-authors xyxy=(6,44,152,1626)
subsection-title: NOTES FROM TOWN AND COUNTRY. xyxy=(824,110,936,129)
article-text: The most original of all composers, at least so they appear to some of the Pachmann, the eminent pianist, is Johann Sebastian Bach. There has never been anything quite so original as Bach's Preludes and Fugues, and yet there is hardly any composer who is so deeply rooted in the traditions of his art. xyxy=(419,749,531,834)
subsection-title: A WEEKLY REVIEW. xyxy=(837,89,923,98)
article-text: Mr. Edmund Burke, the basso of the Melba Grand Opera Company, made his Covent Garden debut at the time that Saint Saens' great opera Samson et Dalila was first produced in England, and in it he sang the part of the High Priest. xyxy=(302,887,409,964)
article-text: The following letter has been addressed by the Bishop of Birmingham to the Amalgamated Society of Brassworkers, who recently asked him to do something on behalf of the workers in the brass trade in Birmingham. xyxy=(541,1153,668,1212)
article-text: That the rates chargeable in each contribution to superannuation under the Act of 1908 be according to the number of years to be served. That the benefits of the Act be extended to all teachers. xyxy=(808,475,952,517)
article-text: That no alteration in the syllabus for training in schools be made without the consent of the teachers. That the syllabus in nature study be simplified. xyxy=(808,829,952,863)
epigraph: The World's a theatre; the Earth a stage.—Heywood. xyxy=(302,77,409,94)
article-text: Bishop Montgomery, secretary of the S.P.G., speaking at the Anglican Church Congress at Stoke, said: The second great division of our subject refers to the men required for service in the Dominions. We have at present four great states in the Empire, and in each of these the Church of England is being rapidly developed, and in each of them there is an insistent demand for more clergy. xyxy=(541,217,668,311)
article-text: The monthly meeting of the Board of Governors of the Wellington College and Girls' High School was held yesterday. There were present the Chairman (Mr. A. de B. Brandon), and Messrs. W. F. Ward, Robert Lee, and A. Wallace. xyxy=(962,550,1108,601)
article-text: That inspectors be appointed and controlled by the Education Department. That the control of the inspectors be not desirable in the interests of education. xyxy=(808,388,952,422)
article-text: An American lady some weeks ago, in order to substantiate in a novel of law the assertion that as a millionaire's wife, she could not subsist upon less than 812 dollars per annum, produced a sample budget for a month, which showed that her expenditure on books was a mere trifle as compared with her expenditure on less intellectual things. Upon gowns and millinery she spent 1250 dollars, on clothing 400, on her motor 600, while on books she spent 12 dollars, or about one part in three hundred of her total outlay. xyxy=(6,1081,152,1192)
poem-text: By real apart upon the arid slopes Feeding towards the dwellings of the gods, These men but faintly of the joys and hopes That move the multitude in Babylon. In this pure air, strange voices, deep and low, Speak of the Mysteries of Life and Death; All earthly sounds are dim and faint—attenuate. The Temple Drums are struck in Babylon. The tramp of armies and the roar of multitudes Know not the reasons' changing moods, and yet now, Dawn thro' the perfumed Spring God's bright-hued banks Upon the garden gates of Babylon. Ah, gods and joys were there . . . a smile . . . a kiss; Clasping the soul in bonds of Heav'n or Hell; What were the things I held so dear, so dear, In days of old in splendid Babylon? xyxy=(6,284,152,437)
article-text: An American lady some weeks ago, in order to substantiate in a novel of law the assertion that as a millionaire's wife, she could not subsist upon less than 812 dollars per annum, produced a sample budget for a month, which showed that her expenditure on books was a mere trifle as compared with her expenditure on less intellectual things. Upon gowns and millinery she spent 1250 dollars, on clothing 400, on her motor 600, while on books she spent 12 dollars, or about one part in three hundred of her total outlay. xyxy=(6,744,152,854)
article-text: That the Minister for Education be again urged to consider the payment of teachers and the status of the profession. xyxy=(808,623,952,649)
article-text: Invitation to the house of ninety and its artistic training is not only detrimental to progress, but positively destructive to the healthy growth of intellectual power. Study is necessary to develop even the highest genius, but study must be the study of the best models. xyxy=(419,1243,531,1320)
article-text: Mr. Joseph Blascheck, the great English humorist, will commence his tour of New Zealand at Dunedin on December 23, and will visit all the principal centres of the Dominion. The Dunedin season will be followed by a tour of the West Coast and the North Island. xyxy=(302,1432,409,1517)
subsection-subtitle: THE JANUARY MEETING AT TIMARU. xyxy=(824,262,936,281)
article-text: It is difficult to strike a really interesting literary competition nowadays, but Truth has managed it this time. It has set the schoolboys of London to do a piece of literary work, and the results are more than ordinarily encouraging. xyxy=(6,1268,152,1319)
